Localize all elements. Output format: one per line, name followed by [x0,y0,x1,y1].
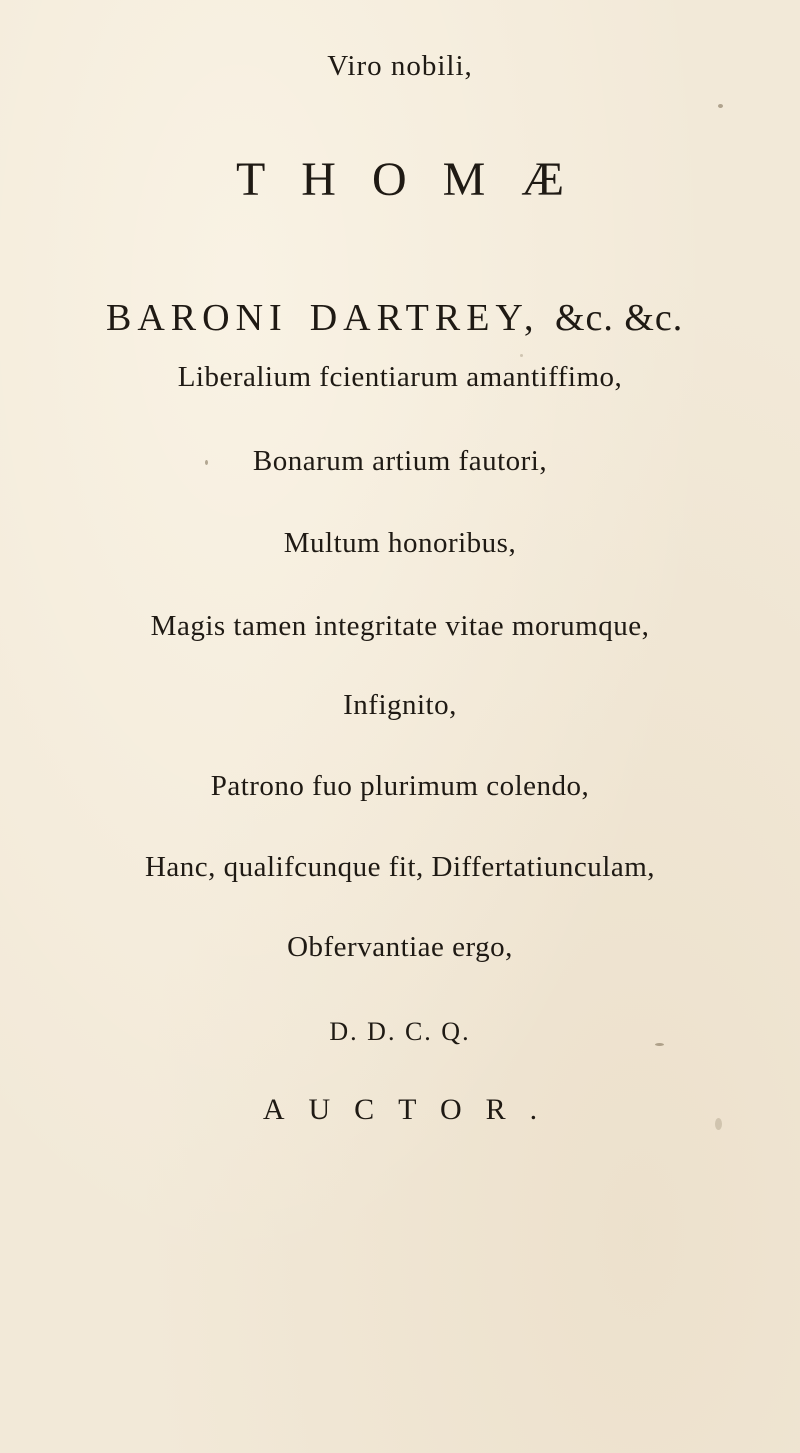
paper-speck [520,354,523,357]
dedication-intro: Viro nobili, [327,50,473,82]
dedication-line-4: Magis tamen integritate vitae morumque, [150,610,650,642]
paper-speck [205,460,208,465]
dedication-line-6: Patrono fuo plurimum colendo, [210,770,590,802]
paper-speck [718,104,723,108]
dedicatee-name: THOMÆ [235,153,600,206]
paper-speck [715,1118,722,1130]
dedicatee-title [106,296,683,340]
title-baroni: BARONI [106,297,288,339]
dedication-line-1: Liberalium fcientiarum amantiffimo, [177,361,623,393]
title-surname: DARTREY, [309,297,540,339]
author-signature: AUCTOR. [262,1093,562,1126]
dedication-signoff: D. D. C. Q. [329,1017,471,1046]
dedication-line-2: Bonarum artium fautori, [252,445,548,477]
dedication-line-7: Hanc, qualifcunque fit, Differtatiunculam, [144,851,656,883]
dedication-line-3: Multum honoribus, [283,527,517,559]
dedication-line-5: Infignito, [343,689,457,721]
paper-speck [655,1043,664,1046]
title-etc: &c. &c. [554,297,684,339]
dedication-line-8: Obfervantiae ergo, [287,931,513,963]
